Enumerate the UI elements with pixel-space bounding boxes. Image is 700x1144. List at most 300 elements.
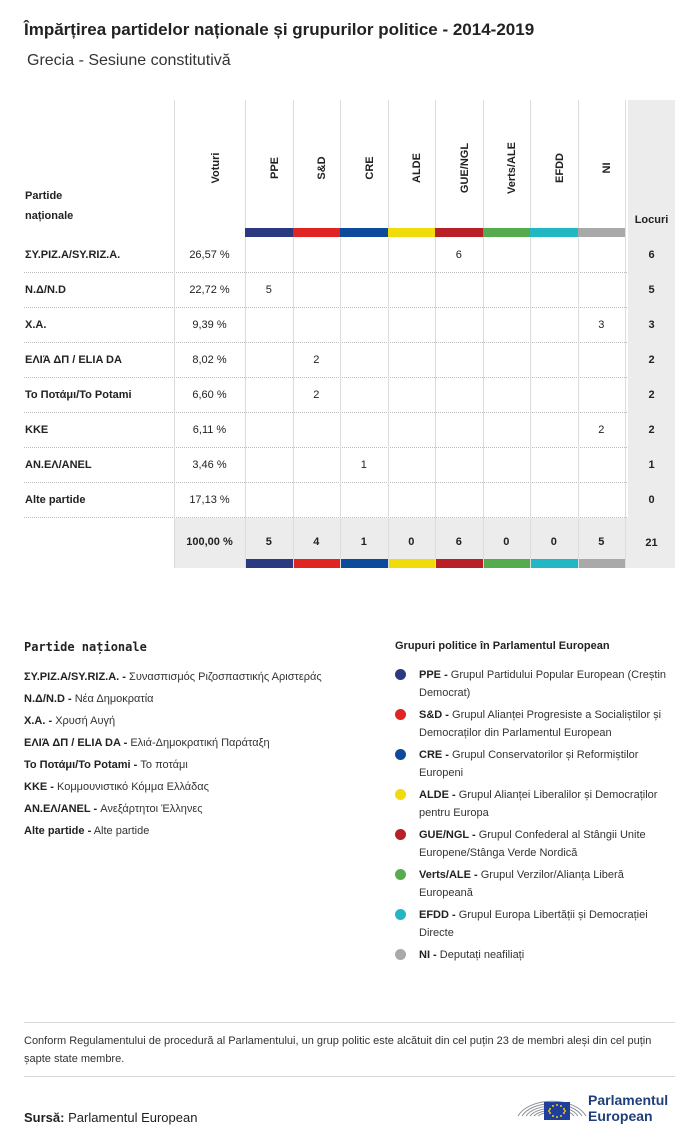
group-color-bar [530,559,578,568]
column-divider [293,238,294,273]
column-divider [483,448,484,483]
group-color-bar [340,559,388,568]
party-legend-item [24,710,374,732]
column-divider [578,378,579,413]
group-legend-item [395,826,680,862]
seats-value: 3 [628,308,675,343]
group-legend-item [395,786,680,822]
column-divider [293,343,294,378]
group-seat-cell: 2 [313,389,320,401]
party-name: ΚΚΕ [25,424,49,436]
table-total-row [24,518,675,568]
group-seat-cell [388,343,436,378]
page-subtitle: Grecia - Sesiune constitutivă [27,52,231,69]
group-seat-cell [578,378,626,413]
column-divider [483,413,484,448]
group-seat-cell [388,308,436,343]
group-seat-cell [435,378,483,413]
column-divider [625,413,626,448]
footnote: Conform Regulamentului de procedură al Parlamentului, un grup politic este alcătuit din cel puțin 23 de membri aleși din cel puțin șapte state membre. [24,1035,652,1065]
column-divider [340,308,341,343]
group-full-name: Grupul Europa Libertății și Democrației Directe [419,909,648,939]
group-seat-cell: 1 [360,459,367,471]
column-divider [435,343,436,378]
group-header-label: GUE/NGL [458,142,471,194]
seats-value: 0 [628,483,675,518]
column-divider [625,343,626,378]
column-divider [174,448,175,483]
group-seat-cell [530,413,578,448]
group-full-name: Grupul Alianței Progresiste a Socialiștilor și Democraților din Parlamentul European [419,709,662,739]
national-parties-heading: Partide naționale [24,640,147,654]
column-divider [388,483,389,518]
party-legend-item [24,688,374,710]
column-divider [483,483,484,518]
group-seat-cell [483,483,531,518]
group-color-bar [293,559,341,568]
column-divider [483,518,484,568]
votes-value: 9,39 % [192,319,227,331]
column-divider [578,343,579,378]
group-seat-cell [530,308,578,343]
party-full-name: Νέα Δημοκρατία [74,693,154,705]
group-seat-cell [293,448,341,483]
party-full-name: Το ποτάμι [140,759,188,771]
group-full-name: Grupul Verzilor/Alianța Liberă Europeană [419,869,624,899]
group-seat-cell [340,413,388,448]
group-color-dot-icon [395,749,406,760]
party-legend-item [24,820,374,842]
group-seat-cell [245,413,293,448]
column-divider [245,518,246,568]
group-seat-cell [388,238,436,273]
group-seat-cell [293,238,341,273]
group-column-header [293,118,341,218]
group-column-header [578,118,626,218]
page-title: Împărțirea partidelor naționale și grupurilor politice - 2014-2019 [24,20,535,39]
party-full-name: Ανεξάρτητοι Έλληνες [100,803,203,815]
group-full-name: Grupul Partidului Popular European (Creștin Democrat) [419,669,667,699]
column-divider [174,273,175,308]
seats-value: 2 [628,343,675,378]
group-abbr: EFDD - [419,909,456,921]
column-divider [483,273,484,308]
party-header-line1: Partide [25,190,63,202]
source-value: Parlamentul European [68,1110,198,1125]
table-row [24,308,675,343]
group-seat-cell [435,413,483,448]
total-group-seats: 0 [408,536,415,548]
party-column-header [25,186,73,226]
total-group-seats: 4 [313,536,320,548]
votes-value: 6,60 % [192,389,227,401]
group-abbr: CRE - [419,749,449,761]
party-legend-item [24,732,374,754]
column-divider [530,343,531,378]
party-full-name: Κομμουνιστικό Κόμμα Ελλάδας [57,781,209,793]
group-seat-cell [435,273,483,308]
column-divider [174,238,175,273]
votes-value: 8,02 % [192,354,227,366]
party-name: ΕΛΙΆ ΔΠ / ELIA DA [25,354,122,366]
column-divider [435,413,436,448]
column-divider [435,308,436,343]
party-abbr: Το Ποτάμι/To Potami - [24,759,138,771]
column-divider [625,483,626,518]
group-seat-cell [245,448,293,483]
group-color-bar [245,228,293,237]
group-seat-cell [340,378,388,413]
column-divider [388,518,389,568]
group-seat-cell [340,483,388,518]
votes-value: 3,46 % [192,459,227,471]
group-seat-cell [388,378,436,413]
divider [24,1022,675,1023]
votes-header-label: Voturi [209,152,222,184]
group-seat-cell [388,483,436,518]
column-divider [340,238,341,273]
group-header-label: S&D [316,156,329,180]
column-divider [174,378,175,413]
party-name: Alte partide [25,494,86,506]
column-divider [388,413,389,448]
votes-column-header [174,118,245,218]
party-name: Χ.Α. [25,319,47,331]
column-divider [435,273,436,308]
column-divider [435,518,436,568]
group-seat-cell [483,238,531,273]
group-seat-cell [293,483,341,518]
column-divider [530,448,531,483]
group-legend-item [395,666,680,702]
table-row [24,483,675,518]
column-divider [530,483,531,518]
column-divider [245,343,246,378]
column-divider [388,308,389,343]
group-color-dot-icon [395,909,406,920]
group-seat-cell [293,413,341,448]
group-header-label: ALDE [411,153,424,183]
group-seat-cell [530,273,578,308]
group-seat-cell [435,308,483,343]
party-legend-item [24,798,374,820]
group-seat-cell [388,413,436,448]
group-column-header [388,118,436,218]
group-color-bar [388,228,436,237]
party-abbr: ΣΥ.ΡΙΖ.Α/SY.RIZ.A. - [24,671,126,683]
group-abbr: ALDE - [419,789,456,801]
group-color-bar [578,228,626,237]
group-color-bar [388,559,436,568]
group-seat-cell: 5 [265,284,272,296]
column-divider [578,448,579,483]
column-divider [625,100,626,238]
national-parties-legend [24,640,374,842]
group-color-bar [530,228,578,237]
group-color-dot-icon [395,869,406,880]
group-color-bar [483,559,531,568]
group-seat-cell [578,273,626,308]
party-header-line2: naționale [25,210,74,222]
party-legend-item [24,776,374,798]
column-divider [174,308,175,343]
column-divider [530,273,531,308]
group-seat-cell [435,483,483,518]
total-votes-value: 100,00 % [186,536,233,548]
group-seat-cell [530,378,578,413]
total-group-seats: 6 [455,536,462,548]
column-divider [245,378,246,413]
party-name: ΣΥ.ΡΙΖ.Α/SY.RIZ.A. [25,249,121,261]
group-full-name: Grupul Confederal al Stângii Unite Europene/Stânga Verde Nordică [419,829,646,859]
group-seat-cell [245,238,293,273]
seats-value: 6 [628,238,675,273]
column-divider [245,448,246,483]
group-color-bar [245,559,293,568]
group-color-bar [435,228,483,237]
group-seat-cell [483,378,531,413]
column-divider [340,448,341,483]
group-seat-cell: 2 [598,424,605,436]
group-seat-cell [530,238,578,273]
group-header-label: CRE [363,156,376,180]
column-divider [578,483,579,518]
seats-value: 2 [628,378,675,413]
column-divider [483,238,484,273]
group-header-label: PPE [268,156,281,180]
group-seat-cell [245,378,293,413]
column-divider [625,378,626,413]
column-divider [245,483,246,518]
column-divider [340,413,341,448]
group-seat-cell [388,273,436,308]
column-divider [530,238,531,273]
group-seat-cell [293,308,341,343]
votes-value: 17,13 % [189,494,230,506]
table-body [24,238,675,518]
group-abbr: S&D - [419,709,449,721]
column-divider [625,238,626,273]
group-seat-cell [578,448,626,483]
column-divider [578,238,579,273]
political-groups-legend [395,640,680,968]
column-divider [483,378,484,413]
group-seat-cell [530,483,578,518]
party-legend-item [24,666,374,688]
column-divider [293,378,294,413]
group-seat-cell [483,308,531,343]
group-seat-cell [483,448,531,483]
group-seat-cell [578,483,626,518]
eu-parliament-logo-text [588,1092,668,1124]
party-abbr: Alte partide - [24,825,92,837]
group-color-bar [578,559,626,568]
table-row [24,273,675,308]
group-header-label: NI [601,162,614,174]
column-divider [340,518,341,568]
party-abbr: ΑΝ.ΕΛ/ANEL - [24,803,98,815]
column-divider [388,448,389,483]
column-divider [388,343,389,378]
column-divider [625,308,626,343]
column-divider [340,343,341,378]
group-column-header [483,118,531,218]
group-color-dot-icon [395,709,406,720]
group-seat-cell [340,273,388,308]
table-row [24,448,675,483]
column-divider [293,413,294,448]
column-divider [388,378,389,413]
group-seat-cell [340,343,388,378]
table-row [24,378,675,413]
party-full-name: Συνασπισμός Ριζοσπαστικής Αριστεράς [129,671,322,683]
group-seat-cell [340,238,388,273]
column-divider [340,378,341,413]
group-color-dot-icon [395,669,406,680]
column-divider [625,518,626,568]
group-abbr: Verts/ALE - [419,869,478,881]
group-seat-cell [245,483,293,518]
group-column-header [435,118,483,218]
column-divider [340,273,341,308]
divider [24,1076,675,1077]
group-color-dot-icon [395,949,406,960]
group-color-bar [293,228,341,237]
votes-value: 26,57 % [189,249,230,261]
column-divider [483,343,484,378]
column-divider [174,518,175,568]
source-label: Sursă: [24,1110,65,1125]
total-group-seats: 1 [360,536,367,548]
total-group-seats: 5 [598,536,605,548]
group-full-name: Grupul Alianței Liberalilor și Democraților pentru Europa [419,789,658,819]
column-divider [293,483,294,518]
column-divider [578,518,579,568]
party-abbr: ΚΚΕ - [24,781,54,793]
votes-value: 6,11 % [192,424,227,436]
group-seat-cell [435,343,483,378]
column-divider [293,273,294,308]
column-divider [625,273,626,308]
total-group-seats: 5 [265,536,272,548]
party-full-name: Ελιά-Δημοκρατική Παράταξη [130,737,270,749]
column-divider [388,238,389,273]
party-name: Το Ποτάμι/To Potami [25,389,132,401]
group-seat-cell [245,343,293,378]
group-legend-item [395,706,680,742]
column-divider [530,378,531,413]
group-seat-cell: 2 [313,354,320,366]
column-divider [435,378,436,413]
table-row [24,413,675,448]
party-abbr: Ν.Δ/N.D - [24,693,72,705]
group-abbr: PPE - [419,669,448,681]
source-line [24,1110,197,1125]
logo-line2: European [588,1108,653,1124]
seats-value: 2 [628,413,675,448]
group-color-dot-icon [395,829,406,840]
column-divider [530,308,531,343]
political-groups-heading: Grupuri politice în Parlamentul European [395,640,610,652]
group-legend-item [395,906,680,942]
column-divider [625,448,626,483]
group-seat-cell: 3 [598,319,605,331]
column-divider [578,273,579,308]
group-full-name: Deputați neafiliați [439,949,525,961]
total-seats-value: 21 [645,537,658,549]
party-legend-item [24,754,374,776]
group-column-header [340,118,388,218]
group-seat-cell [245,308,293,343]
group-seat-cell [483,273,531,308]
group-color-dot-icon [395,789,406,800]
logo-line1: Parlamentul [588,1092,669,1108]
seats-column-header: Locuri [634,214,669,226]
column-divider [245,413,246,448]
group-abbr: NI - [419,949,437,961]
column-divider [388,273,389,308]
group-seat-cell [530,343,578,378]
group-abbr: GUE/NGL - [419,829,476,841]
group-color-bar [435,559,483,568]
column-divider [293,448,294,483]
group-column-header [530,118,578,218]
table-row [24,343,675,378]
group-header-label: EFDD [553,153,566,183]
votes-value: 22,72 % [189,284,230,296]
group-color-bar [483,228,531,237]
group-seat-cell: 6 [455,249,462,261]
column-divider [245,273,246,308]
table-row [24,238,675,273]
group-seat-cell [388,448,436,483]
total-group-seats: 0 [503,536,510,548]
group-seat-cell [530,448,578,483]
seats-value: 5 [628,273,675,308]
group-seat-cell [435,448,483,483]
group-seat-cell [483,413,531,448]
table-header [24,100,675,238]
column-divider [578,413,579,448]
seats-value: 1 [628,448,675,483]
results-table [24,100,675,568]
column-divider [578,308,579,343]
party-abbr: Χ.Α. - [24,715,53,727]
group-legend-item [395,746,680,782]
group-seat-cell [578,343,626,378]
group-column-header [245,118,293,218]
group-legend-item [395,866,680,902]
column-divider [530,413,531,448]
column-divider [340,483,341,518]
group-header-label: Verts/ALE [506,142,519,194]
column-divider [174,483,175,518]
party-full-name: Alte partide [93,825,150,837]
group-seat-cell [483,343,531,378]
group-seat-cell [340,308,388,343]
party-name: Ν.Δ/N.D [25,284,66,296]
column-divider [293,518,294,568]
group-seat-cell [293,273,341,308]
party-full-name: Χρυσή Αυγή [55,715,116,727]
party-abbr: ΕΛΙΆ ΔΠ / ELIA DA - [24,737,128,749]
column-divider [174,413,175,448]
column-divider [245,238,246,273]
party-name: ΑΝ.ΕΛ/ANEL [25,459,92,471]
group-seat-cell [578,238,626,273]
column-divider [483,308,484,343]
group-color-bar [340,228,388,237]
